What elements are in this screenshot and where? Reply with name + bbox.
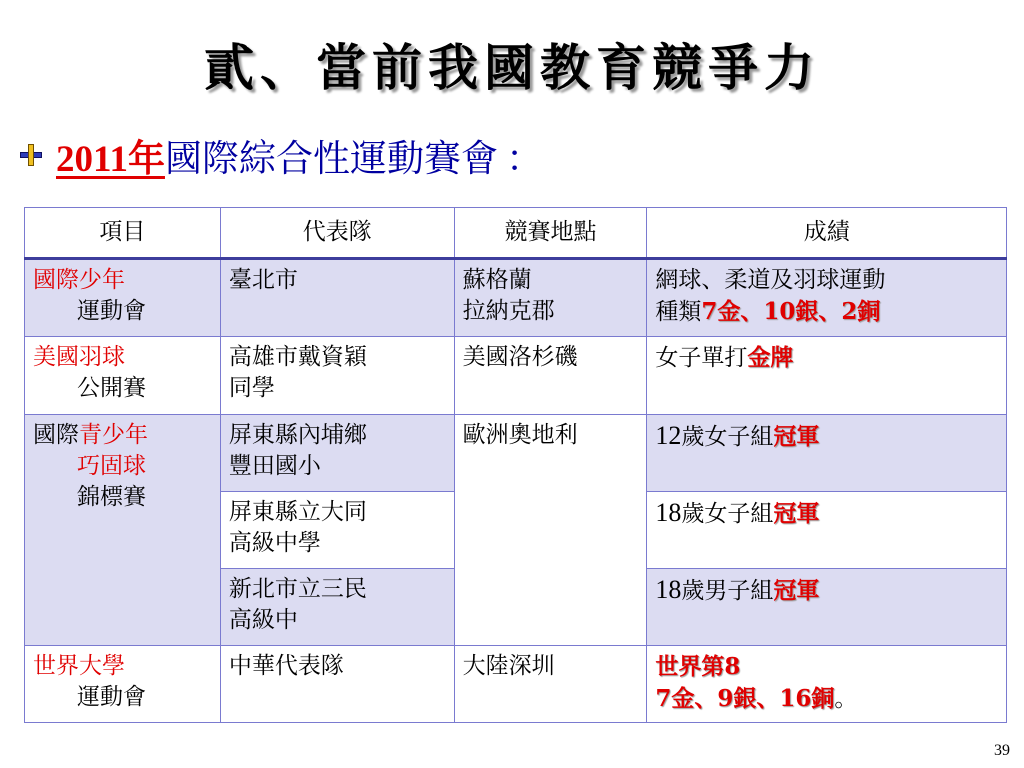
result-prefix: 歲女子組	[681, 501, 774, 527]
item-name-black-second: 錦標賽	[77, 484, 146, 510]
page-number: 39	[994, 742, 1010, 759]
result-line1: 網球、柔道及羽球運動	[655, 267, 886, 293]
result-highlight: 7金、9銀、16銅	[655, 685, 835, 712]
cell-item	[25, 337, 221, 415]
cell-item	[25, 259, 221, 337]
place-name: 大陸深圳	[462, 653, 555, 679]
subtitle-text: 國際綜合性運動賽會	[164, 137, 498, 180]
item-name-red-second: 巧固球	[77, 453, 146, 479]
result-prefix: 歲女子組	[681, 424, 774, 450]
table-row	[25, 259, 1007, 337]
team-line2: 豐田國小	[228, 453, 321, 479]
cell-item	[25, 646, 221, 723]
result-prefix: 歲男子組	[681, 578, 774, 604]
cell-result	[647, 337, 1007, 415]
slide-subtitle	[20, 128, 543, 182]
cell-team	[220, 569, 454, 646]
result-highlight: 冠軍	[773, 423, 820, 450]
result-highlight: 冠軍	[773, 500, 820, 527]
result-suffix: 。	[834, 686, 858, 712]
slide-title: 貳、當前我國教育競爭力	[204, 38, 820, 97]
result-age: 18	[655, 575, 682, 604]
team-line1: 高雄市戴資穎	[228, 344, 367, 370]
item-name-black-first: 國際	[33, 422, 79, 448]
cell-place	[454, 337, 647, 415]
cell-result	[647, 569, 1007, 646]
item-name-red-first: 青少年	[79, 422, 148, 448]
item-name-red: 世界大學	[33, 653, 125, 679]
result-line1: 世界第8	[655, 653, 741, 680]
cell-team	[220, 415, 454, 492]
item-name-black: 公開賽	[77, 375, 146, 401]
team-line2: 高級中學	[228, 530, 321, 556]
cell-team	[220, 259, 454, 337]
table-row	[25, 337, 1007, 415]
place-line2: 拉納克郡	[462, 298, 555, 324]
team-line2: 高級中	[228, 607, 298, 633]
item-name-red: 美國羽球	[33, 344, 125, 370]
header-item: 項目	[25, 208, 221, 259]
cell-team	[220, 492, 454, 569]
header-team: 代表隊	[220, 208, 454, 259]
competition-results-table	[24, 207, 1007, 723]
cell-result	[647, 646, 1007, 723]
result-age: 18	[655, 498, 682, 527]
result-highlight: 7金、10銀、2銅	[701, 298, 881, 325]
cell-result	[647, 259, 1007, 337]
cell-result	[647, 415, 1007, 492]
team-line2: 同學	[228, 375, 275, 401]
bullet-cross-icon	[20, 144, 42, 166]
item-name-red: 國際少年	[33, 267, 125, 293]
item-name-black: 運動會	[77, 298, 146, 324]
item-name-black: 運動會	[77, 684, 146, 710]
cell-item	[25, 415, 221, 646]
table-row	[25, 415, 1007, 492]
cell-place	[454, 415, 647, 646]
team-line1: 屏東縣內埔鄉	[228, 422, 367, 448]
subtitle-year: 2011年	[56, 139, 165, 180]
subtitle-colon: ：	[505, 137, 543, 180]
result-highlight: 冠軍	[773, 577, 820, 604]
cell-place	[454, 646, 647, 723]
result-prefix: 種類	[655, 299, 702, 325]
result-age: 12	[655, 421, 682, 450]
place-name: 美國洛杉磯	[462, 344, 578, 370]
team-line1: 屏東縣立大同	[228, 499, 367, 525]
team-line1: 新北市立三民	[228, 576, 367, 602]
cell-team	[220, 337, 454, 415]
result-prefix: 女子單打	[655, 345, 748, 371]
cell-place	[454, 259, 647, 337]
header-place: 競賽地點	[454, 208, 647, 259]
cell-team	[220, 646, 454, 723]
place-name: 歐洲奧地利	[462, 422, 578, 448]
place-line1: 蘇格蘭	[462, 267, 532, 293]
table-row	[25, 646, 1007, 723]
header-result: 成績	[647, 208, 1007, 259]
result-highlight: 金牌	[747, 344, 794, 371]
team-name: 臺北市	[228, 267, 298, 293]
team-name: 中華代表隊	[228, 653, 344, 679]
table-header-row	[25, 208, 1007, 259]
cell-result	[647, 492, 1007, 569]
